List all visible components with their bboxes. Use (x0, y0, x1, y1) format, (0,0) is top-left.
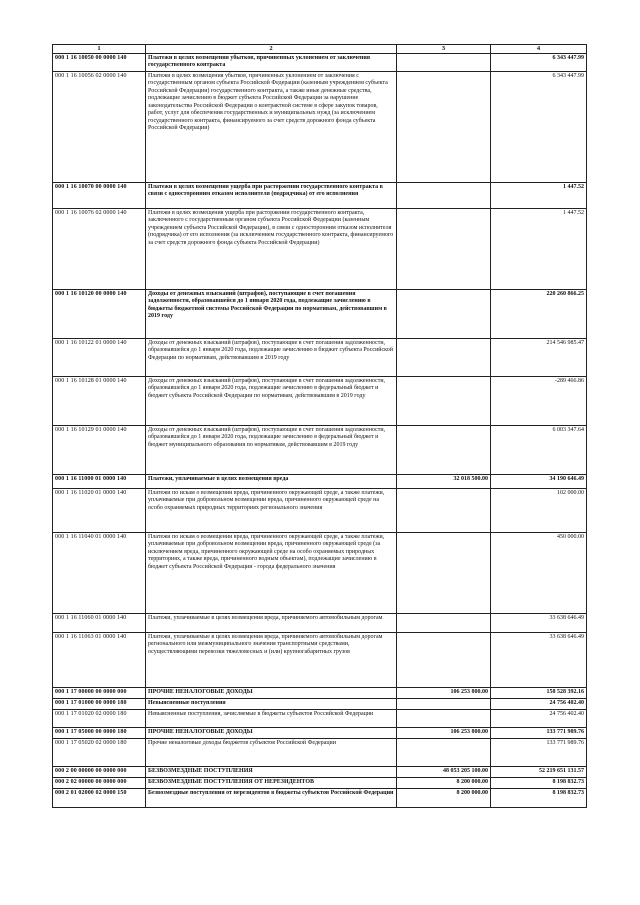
income-name-cell: Платежи по искам о возмещении вреда, причиненного окружающей среде, а также платежи, уплачиваемые при добровольном возмещении вреда, причиненного окружающей среде на особо охраняемых природных территориях регионального значения (146, 488, 397, 532)
income-name-cell: Безвозмездные поступления от нерезидентов в бюджеты субъектов Российской Федерации (146, 788, 397, 807)
budget-code-cell: 000 1 16 10076 02 0000 140 (53, 208, 146, 289)
planned-amount-cell (397, 425, 491, 474)
planned-amount-cell (397, 698, 491, 709)
actual-amount-cell: 24 756 402.40 (491, 709, 587, 727)
actual-amount-cell: 34 190 646.49 (491, 474, 587, 488)
planned-amount-cell (397, 182, 491, 208)
income-name-cell: Доходы от денежных взысканий (штрафов), поступающие в счет погашения задолженности, образовавшейся до 1 января 2020 года, подлежащие зачислению в федеральный бюджет и бюджет субъекта Российской Федерации по нормативам, действовавшим в 2019 году (146, 376, 397, 425)
table-row (53, 709, 587, 727)
planned-amount-cell (397, 488, 491, 532)
table-row (53, 613, 587, 632)
table-row (53, 698, 587, 709)
planned-amount-cell (397, 208, 491, 289)
budget-code-cell: 000 1 16 11040 01 0000 140 (53, 532, 146, 613)
actual-amount-cell: 220 260 866.25 (491, 289, 587, 338)
actual-amount-cell: 1 447.52 (491, 182, 587, 208)
income-name-cell: БЕЗВОЗМЕЗДНЫЕ ПОСТУПЛЕНИЯ ОТ НЕРЕЗИДЕНТОВ (146, 777, 397, 788)
planned-amount-cell (397, 376, 491, 425)
income-name-cell: Платежи, уплачиваемые в целях возмещения вреда (146, 474, 397, 488)
budget-code-cell: 000 2 00 00000 00 0000 000 (53, 766, 146, 777)
actual-amount-cell: 1 447.52 (491, 208, 587, 289)
actual-amount-cell: 102 000.00 (491, 488, 587, 532)
income-name-cell: Прочие неналоговые доходы бюджетов субъектов Российской Федерации (146, 738, 397, 766)
planned-amount-cell (397, 709, 491, 727)
actual-amount-cell: 6 003 347.64 (491, 425, 587, 474)
income-name-cell: Платежи в целях возмещения убытков, причиненных уклонением от заключения государственного контракта (146, 53, 397, 71)
table-row (53, 425, 587, 474)
budget-revenue-table (52, 44, 587, 808)
table-row (53, 208, 587, 289)
planned-amount-cell (397, 613, 491, 632)
income-name-cell: Невыясненные поступления, зачисляемые в бюджеты субъектов Российской Федерации (146, 709, 397, 727)
budget-code-cell: 000 1 17 01020 02 0000 180 (53, 709, 146, 727)
planned-amount-cell: 106 253 800.00 (397, 727, 491, 738)
budget-code-cell: 000 2 02 00000 00 0000 000 (53, 777, 146, 788)
actual-amount-cell: 8 198 832.73 (491, 788, 587, 807)
planned-amount-cell: 8 200 000.00 (397, 777, 491, 788)
income-name-cell: ПРОЧИЕ НЕНАЛОГОВЫЕ ДОХОДЫ (146, 727, 397, 738)
planned-amount-cell: 48 053 205 100.00 (397, 766, 491, 777)
income-name-cell: Платежи по искам о возмещении вреда, причиненного окружающей среде, а также платежи, уплачиваемые при добровольном возмещении вреда, причиненного окружающей среде (за исключением вреда, причиненного окружающей среде на особо охраняемых природных территориях, а также вреда, причиненного водным объектам), подлежащие зачислению в бюджет субъекта Российской Федерации - города федерального значения (146, 532, 397, 613)
actual-amount-cell: 52 219 651 131.57 (491, 766, 587, 777)
table-row (53, 488, 587, 532)
budget-code-cell: 000 1 16 10120 00 0000 140 (53, 289, 146, 338)
budget-code-cell: 000 2 01 02000 02 0000 150 (53, 788, 146, 807)
actual-amount-cell: -289 466.86 (491, 376, 587, 425)
budget-code-cell: 000 1 17 05000 00 0000 180 (53, 727, 146, 738)
table-row (53, 738, 587, 766)
planned-amount-cell (397, 71, 491, 182)
income-name-cell: БЕЗВОЗМЕЗДНЫЕ ПОСТУПЛЕНИЯ (146, 766, 397, 777)
column-header-3: 3 (397, 45, 491, 54)
planned-amount-cell (397, 53, 491, 71)
budget-code-cell: 000 1 16 10070 00 0000 140 (53, 182, 146, 208)
income-name-cell: Платежи в целях возмещения ущерба при расторжении государственного контракта, заключенного с государственным органом субъекта Российской Федерации (казенным учреждением субъекта Российской Федерации), в связи с односторонним отказом исполнителя (подрядчика) от его исполнения (за исключением государственного контракта, финансируемого за счет средств дорожного фонда субъекта Российской Федерации) (146, 208, 397, 289)
actual-amount-cell: 8 198 832.73 (491, 777, 587, 788)
table-row (53, 71, 587, 182)
table-row (53, 687, 587, 698)
actual-amount-cell: 6 343 447.99 (491, 71, 587, 182)
planned-amount-cell (397, 632, 491, 687)
budget-code-cell: 000 1 16 11000 01 0000 140 (53, 474, 146, 488)
table-row (53, 376, 587, 425)
table-row (53, 53, 587, 71)
budget-code-cell: 000 1 16 10050 00 0000 140 (53, 53, 146, 71)
planned-amount-cell: 106 253 800.00 (397, 687, 491, 698)
table-row (53, 727, 587, 738)
table-row (53, 788, 587, 807)
actual-amount-cell: 33 638 646.49 (491, 613, 587, 632)
table-row (53, 289, 587, 338)
table-row (53, 182, 587, 208)
column-header-1: 1 (53, 45, 146, 54)
table-row (53, 338, 587, 376)
actual-amount-cell: 24 756 402.40 (491, 698, 587, 709)
actual-amount-cell: 33 638 646.49 (491, 632, 587, 687)
budget-code-cell: 000 1 16 10056 02 0000 140 (53, 71, 146, 182)
actual-amount-cell: 214 546 985.47 (491, 338, 587, 376)
income-name-cell: ПРОЧИЕ НЕНАЛОГОВЫЕ ДОХОДЫ (146, 687, 397, 698)
actual-amount-cell: 6 343 447.99 (491, 53, 587, 71)
column-header-2: 2 (146, 45, 397, 54)
income-name-cell: Платежи, уплачиваемые в целях возмещения вреда, причиняемого автомобильным дорогам (146, 613, 397, 632)
table-row (53, 632, 587, 687)
income-name-cell: Платежи в целях возмещения ущерба при расторжении государственного контракта в связи с односторонним отказом исполнителя (подрядчика) от его исполнения (146, 182, 397, 208)
budget-code-cell: 000 1 16 10128 01 0000 140 (53, 376, 146, 425)
planned-amount-cell: 32 018 500.00 (397, 474, 491, 488)
actual-amount-cell: 133 771 989.76 (491, 727, 587, 738)
actual-amount-cell: 450 000.00 (491, 532, 587, 613)
planned-amount-cell (397, 738, 491, 766)
planned-amount-cell: 8 200 000.00 (397, 788, 491, 807)
actual-amount-cell: 158 528 392.16 (491, 687, 587, 698)
income-name-cell: Доходы от денежных взысканий (штрафов), поступающие в счет погашения задолженности, образовавшейся до 1 января 2020 года, подлежащие зачислению в федеральный бюджет и бюджет муниципального образования по нормативам, действовавшим в 2019 году (146, 425, 397, 474)
income-name-cell: Невыясненные поступления (146, 698, 397, 709)
table-row (53, 532, 587, 613)
budget-code-cell: 000 1 16 11063 01 0000 140 (53, 632, 146, 687)
budget-code-cell: 000 1 16 10129 01 0000 140 (53, 425, 146, 474)
column-number-header-row (53, 45, 587, 54)
income-name-cell: Платежи, уплачиваемые в целях возмещения вреда, причиняемого автомобильным дорогам регионального или межмуниципального значения транспортными средствами, осуществляющими перевозки тяжеловесных и (или) крупногабаритных грузов (146, 632, 397, 687)
planned-amount-cell (397, 289, 491, 338)
income-name-cell: Доходы от денежных взысканий (штрафов), поступающие в счет погашения задолженности, образовавшейся до 1 января 2020 года, подлежащие зачислению в бюджет субъекта Российской Федерации по нормативам, действовавшим в 2019 году (146, 338, 397, 376)
planned-amount-cell (397, 338, 491, 376)
budget-code-cell: 000 1 17 01000 00 0000 180 (53, 698, 146, 709)
table-row (53, 474, 587, 488)
budget-code-cell: 000 1 16 10122 01 0000 140 (53, 338, 146, 376)
planned-amount-cell (397, 532, 491, 613)
income-name-cell: Платежи в целях возмещения убытков, причиненных уклонением от заключения с государственным органом субъекта Российской Федерации (казенным учреждением субъекта Российской Федерации) государственного контракта, а также иные денежные средства, подлежащие зачислению в бюджет субъекта Российской Федерации за нарушение законодательства Российской Федерации о контрактной системе в сфере закупок товаров, работ, услуг для обеспечения государственных и муниципальных нужд (за исключением государственного контракта, финансируемого за счет средств дорожного фонда субъекта Российской Федерации) (146, 71, 397, 182)
table-row (53, 766, 587, 777)
budget-revenue-table-page (52, 44, 586, 808)
table-row (53, 777, 587, 788)
budget-code-cell: 000 1 17 00000 00 0000 000 (53, 687, 146, 698)
budget-code-cell: 000 1 17 05020 02 0000 180 (53, 738, 146, 766)
actual-amount-cell: 133 771 989.76 (491, 738, 587, 766)
column-header-4: 4 (491, 45, 587, 54)
income-name-cell: Доходы от денежных взысканий (штрафов), поступающие в счет погашения задолженности, образовавшейся до 1 января 2020 года, подлежащие зачислению в бюджеты бюджетной системы Российской Федерации по нормативам, действовавшим в 2019 году (146, 289, 397, 338)
budget-code-cell: 000 1 16 11060 01 0000 140 (53, 613, 146, 632)
budget-code-cell: 000 1 16 11020 01 0000 140 (53, 488, 146, 532)
